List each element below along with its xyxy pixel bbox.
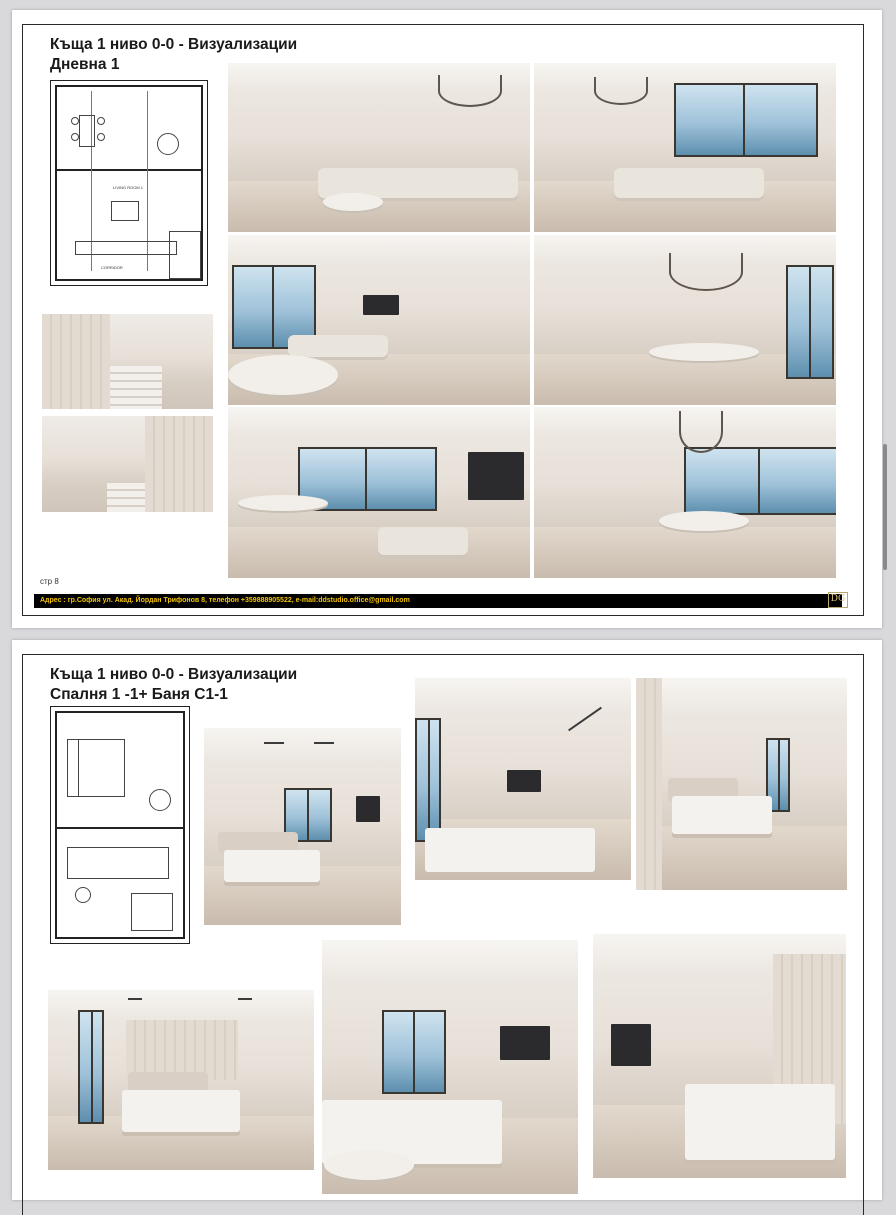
render-living-6: [534, 407, 836, 578]
page-number: стр 8: [40, 577, 59, 586]
render-bedroom-5: [322, 940, 578, 1194]
page-subtitle: Дневна 1: [50, 56, 120, 73]
render-living-2: [534, 63, 836, 232]
plan-label: LIVING ROOM 1: [113, 185, 144, 190]
render-bedroom-1: [204, 728, 401, 925]
render-bedroom-3: [636, 678, 847, 890]
document-page-1: [12, 10, 882, 628]
render-bedroom-6: [593, 934, 846, 1178]
render-bedroom-2: [415, 678, 631, 880]
render-stair-2: [42, 416, 213, 512]
document-page-2: [12, 640, 882, 1200]
render-bedroom-4: [48, 990, 314, 1170]
plan-label: CORRIDOR: [101, 265, 123, 270]
page-title: Къща 1 ниво 0-0 - Визуализации: [50, 36, 298, 53]
render-living-5: [228, 407, 530, 578]
render-living-4: [534, 235, 836, 405]
page-footer: Адрес : гр.София ул. Акад. Йордан Трифонов 8, телефон +359888905522, e-mail:ddstudio.office@gmail.com: [34, 594, 842, 608]
render-living-3: [228, 235, 530, 405]
render-stair-1: [42, 314, 213, 409]
render-living-1: [228, 63, 530, 232]
page-subtitle: Спалня 1 -1+ Баня С1-1: [50, 686, 228, 703]
studio-logo: DG: [828, 592, 848, 608]
scrollbar-thumb[interactable]: [883, 444, 887, 570]
floor-plan-living-room: [50, 80, 208, 286]
floor-plan-bedroom: [50, 706, 190, 944]
page-title: Къща 1 ниво 0-0 - Визуализации: [50, 666, 298, 683]
